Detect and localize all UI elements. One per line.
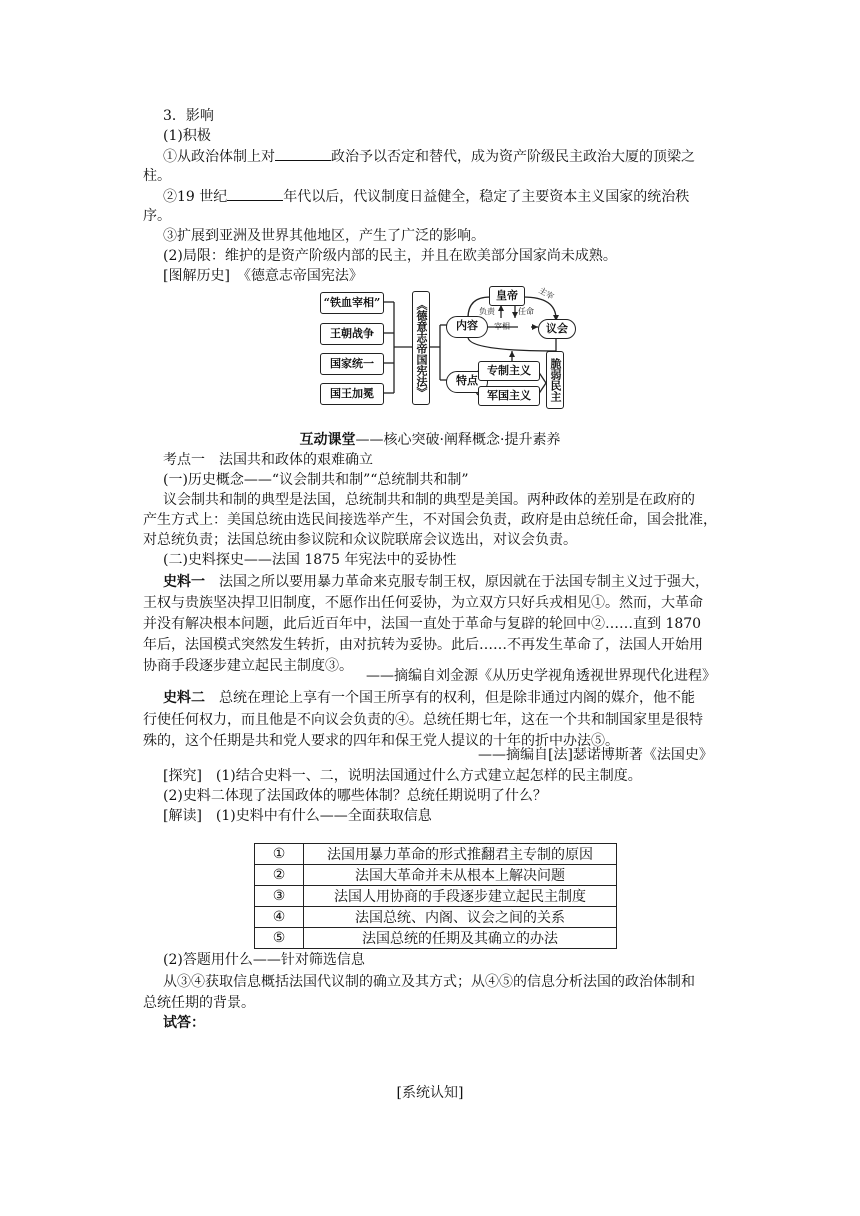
text-span: 政治予以否定和替代，成为资产阶级民主政治大厦的顶梁之 [331,149,695,165]
citation: ——摘编自[法]瑟诺博斯著《法国史》 [478,747,713,763]
footer-section-title: [系统认知] [396,1085,464,1101]
paragraph-line: 对总统负责；法国总统由参议院和众议院联席会议选出，对议会负责。 [143,532,577,548]
content-node: 内容 [446,316,488,338]
text-span: 法国之所以要用暴力革命来克服专制王权，原因就在于法国专制主义过于强大， [205,574,709,590]
read-tag: [解读] [163,808,202,824]
source-line [163,688,695,708]
table-cell: 法国人用协商的手段逐步建立起民主制度 [304,886,617,907]
despotism-node: 专制主义 [478,361,540,381]
table-cell: ② [255,865,304,886]
source-line: 行使任何权力，而且他是不向议会负责的④。总统任期七年，这在一个共和制国家里是很特 [143,712,703,728]
paragraph-line: 序。 [143,208,171,224]
paragraph-line: 从③④获取信息概括法国代议制的确立及其方式；从④⑤的信息分析法国的政治体制和 [163,974,695,990]
source-label: 史料一 [163,574,205,590]
responsible-label: 负责 [479,307,495,316]
paragraph-line [163,186,689,207]
inquiry-line [163,806,432,826]
classroom-title [0,430,860,450]
text-span: ②19 世纪 [163,189,228,205]
left-item: 国王加冕 [320,383,384,405]
left-item: 国家统一 [320,353,384,375]
control-label: 主宰 [537,285,556,302]
source-line: 殊的，这个任期是共和党人要求的四年和保王党人提议的十年的折中办法⑤。 [143,733,619,749]
appoint-label: 任命 [518,307,534,316]
table-row [255,928,617,949]
paragraph-line: 议会制共和制的典型是法国，总统制共和制的典型是美国。两种政体的差别是在政府的 [163,492,695,508]
illustration-title: 《德意志帝国宪法》 [243,268,363,284]
table-row [255,865,617,886]
table-cell: ① [255,844,304,865]
table-cell: 法国总统、内阁、议会之间的关系 [304,907,617,928]
table-cell: 法国大革命并未从根本上解决问题 [304,865,617,886]
title-sub: ——核心突破·阐释概念·提升素养 [355,432,561,448]
fill-blank[interactable] [275,146,331,161]
inquiry-line [163,766,642,786]
fill-blank[interactable] [227,186,283,201]
info-table [254,843,617,949]
weak-democracy-node: 脆弱民主 [546,351,564,409]
paragraph-line [163,146,695,167]
table-row [255,886,617,907]
paragraph-line: (2)局限：维护的是资产阶级内部的民主，并且在欧美部分国家尚未成熟。 [163,248,617,264]
constitution-diagram [318,285,578,409]
left-item: “铁血宰相” [320,292,384,314]
text-span: (1)史料中有什么——全面获取信息 [201,808,432,824]
illustration-heading [163,266,363,286]
emperor-node: 皇帝 [489,286,525,306]
inquiry-line: (2)史料二体现了法国政体的哪些体制？总统任期说明了什么？ [163,788,547,804]
title-main: 互动课堂 [299,432,356,448]
text-span: 年代以后，代议制度日益健全，稳定了主要资本主义国家的统治秩 [283,189,690,205]
source-line: 协商手段逐步建立起民主制度③。 [143,658,353,674]
table-cell: 法国用暴力革命的形式推翻君主专制的原因 [304,844,617,865]
source-line: 并没有解决根本问题，此后近百年中，法国一直处于革命与复辟的轮回中②……直到 1870 [143,616,702,632]
parliament-node: 议会 [538,319,576,339]
explore-heading: (二)史料探史——法国 1875 年宪法中的妥协性 [163,552,457,568]
constitution-title: 《德意志帝国宪法》 [412,291,430,405]
section-heading: 3．影响 [163,108,214,124]
table-cell: ③ [255,886,304,907]
paragraph-line: 总统任期的背景。 [143,995,255,1011]
table-cell: ④ [255,907,304,928]
answer-heading: (2)答题用什么——针对筛选信息 [163,952,365,968]
table-cell: ⑤ [255,928,304,949]
source-line: 王权与贵族坚决捍卫旧制度，不愿作出任何妥协，为立双方只好兵戎相见①。然而，大革命 [143,595,703,611]
try-answer-label: 试答： [163,1015,205,1031]
paragraph-line: ③扩展到亚洲及世界其他地区，产生了广泛的影响。 [163,228,485,244]
paragraph-line: 产生方式上：美国总统由选民间接选举产生，不对国会负责，政府是由总统任命，国会批准， [143,512,717,528]
left-item: 王朝战争 [320,323,384,345]
inquiry-tag: [探究] [163,768,202,784]
illustration-tag: [图解历史] [163,268,230,284]
concept-heading: (一)历史概念——“议会制共和制”“总统制共和制” [163,472,469,488]
text-span: (1)结合史料一、二，说明法国通过什么方式建立起怎样的民主制度。 [201,768,642,784]
text-span: 总统在理论上享有一个国王所享有的权利，但是除非通过内阁的媒介，他不能 [205,690,695,706]
militarism-node: 军国主义 [478,386,540,406]
chancellor-label: 宰相 [494,322,510,331]
source-label: 史料二 [163,690,205,706]
table-cell: 法国总统的任期及其确立的办法 [304,928,617,949]
source-line [163,572,709,592]
features-node: 特点 [446,371,488,393]
point-heading: 考点一 法国共和政体的艰难确立 [163,452,373,468]
text-span: ①从政治体制上对 [163,149,275,165]
table-row [255,907,617,928]
citation: ——摘编自刘金源《从历史学视角透视世界现代化进程》 [366,668,716,684]
positive-heading: (1)积极 [163,128,211,144]
source-line: 年后，法国模式突然发生转折，由对抗转为妥协。此后……不再发生革命了，法国人开始用 [143,637,703,653]
table-row [255,844,617,865]
paragraph-line: 柱。 [143,168,171,184]
